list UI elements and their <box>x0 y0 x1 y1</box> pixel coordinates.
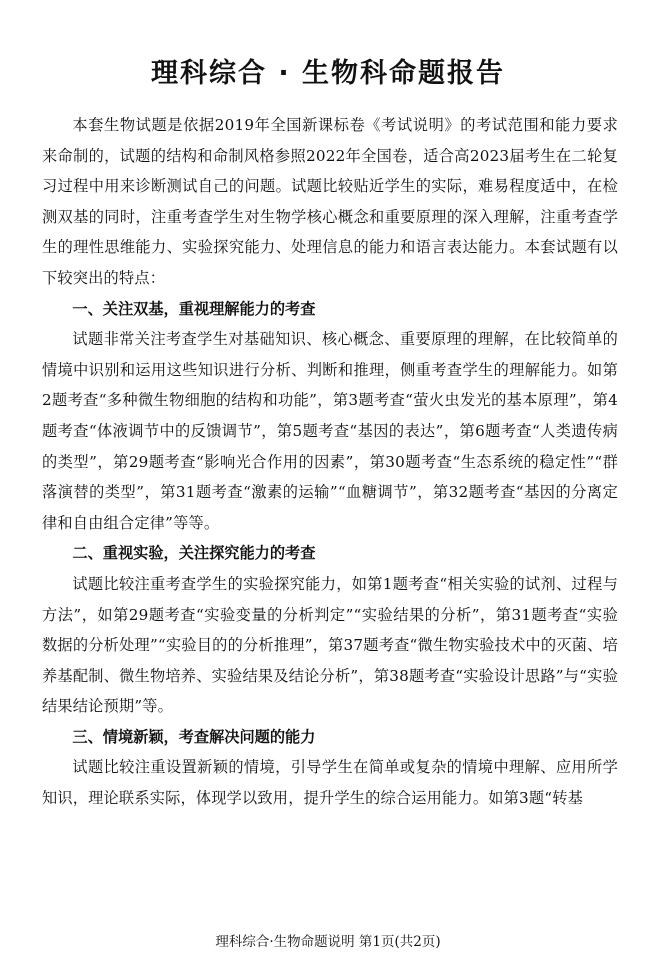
intro-paragraph: 本套生物试题是依据2019年全国新课标卷《考试说明》的考试范围和能力要求来命制的，试题的结构和命制风格参照2022年全国卷，适合高2023届考生在二轮复习过程中用来诊断测试自己的问题。试题比较贴近学生的实际，难易程度适中，在检测双基的同时，注重考查学生对生物学核心概念和重要原理的深入理解，注重考查学生的理性思维能力、实验探究能力、处理信息的能力和语言表达能力。本套试题有以下较突出的特点： <box>42 116 618 287</box>
section-heading-1: 一、关注双基，重视理解能力的考查 <box>72 299 316 318</box>
section-heading-3: 三、情境新颖，考查解决问题的能力 <box>72 727 316 746</box>
section-3-paragraph: 试题比较注重设置新颖的情境，引导学生在简单或复杂的情境中理解、应用所学知识，理论联系实际，体现学以致用，提升学生的综合运用能力。如第3题“转基 <box>42 758 618 808</box>
page-title: 理科综合 · 生物科命题报告 <box>150 58 506 90</box>
section-1-paragraph: 试题非常关注考查学生对基础知识、核心概念、重要原理的理解，在比较简单的情境中识别和运用这些知识进行分析、判断和推理，侧重考查学生的理解能力。如第2题考查“多种微生物细胞的结构和功能”，第3题考查“萤火虫发光的基本原理”，第4题考查“体液调节中的反馈调节”，第5题考查“基因的表达”，第6题考查“人类遗传病的类型”，第29题考查“影响光合作用的因素”，第30题考查“生态系统的稳定性”“群落演替的类型”，第31题考查“激素的运输”“血糖调节”，第32题考查“基因的分离定律和自由组合定律”等等。 <box>42 330 618 532</box>
page-footer: 理科综合·生物命题说明 第1页(共2页) <box>215 934 441 950</box>
section-heading-2: 二、重视实验，关注探究能力的考查 <box>72 544 316 563</box>
section-2-paragraph: 试题比较注重考查学生的实验探究能力，如第1题考查“相关实验的试剂、过程与方法”，如第29题考查“实验变量的分析判定”“实验结果的分析”，第31题考查“实验数据的分析处理”“实验目的的分析推理”，第37题考查“微生物实验技术中的灭菌、培养基配制、微生物培养、实验结果及结论分析”，第38题考查“实验设计思路”与“实验结果结论预期”等。 <box>42 574 618 716</box>
document-body <box>42 110 618 814</box>
